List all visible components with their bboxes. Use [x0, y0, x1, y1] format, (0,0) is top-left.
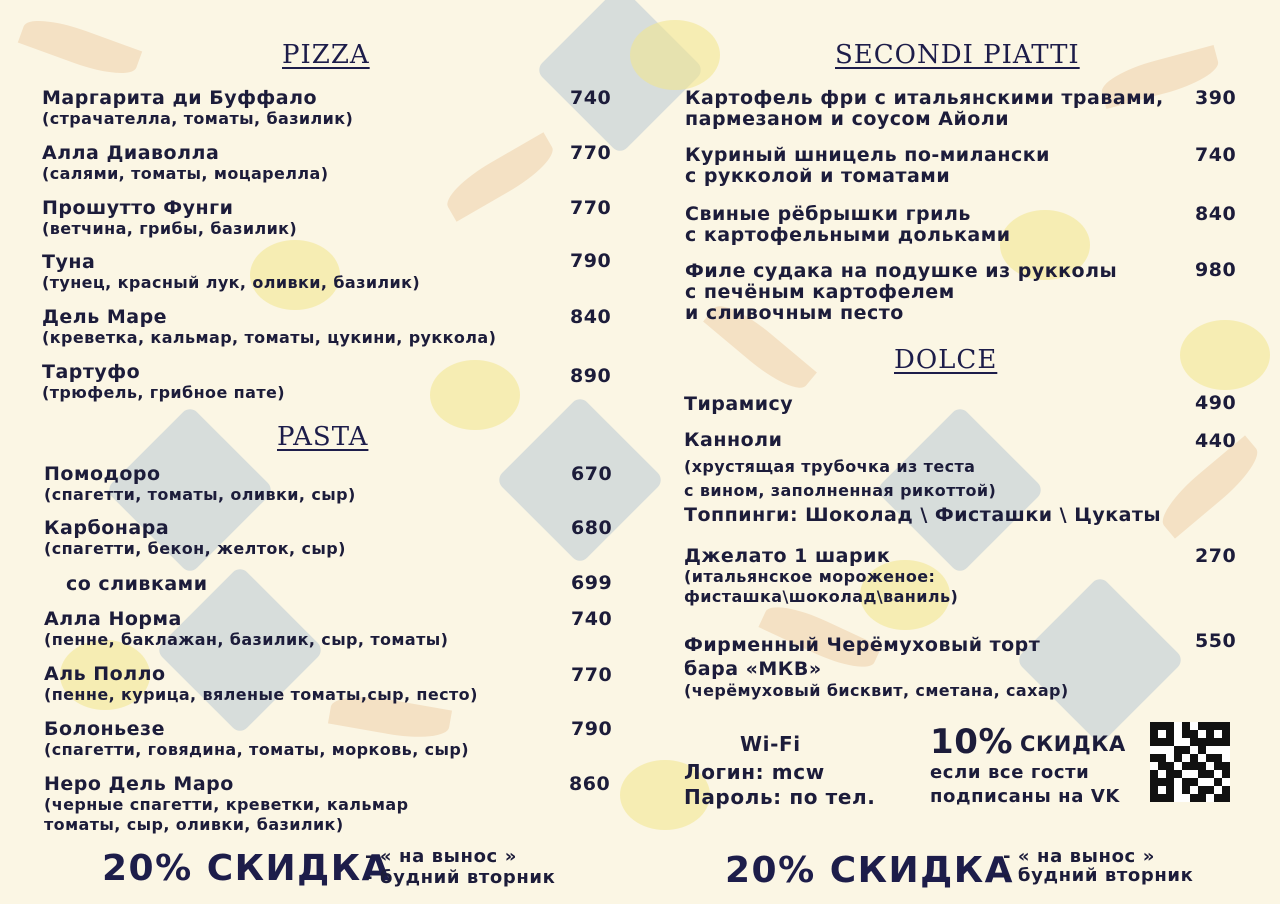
item-name: Карбонара [44, 517, 170, 539]
menu-item [685, 261, 1117, 324]
menu-item [684, 546, 958, 607]
menu-item [685, 88, 1164, 130]
item-desc-line2: фисташка\шоколад\ваниль) [684, 587, 959, 606]
menu-item [44, 609, 448, 650]
item-price: 490 [1195, 392, 1237, 414]
item-desc-line2: томаты, сыр, оливки, базилик) [44, 815, 344, 834]
menu-item [42, 307, 496, 348]
item-desc-line2: с вином, заполненная рикоттой) [684, 481, 997, 500]
item-desc: (тунец, красный лук, оливки, базилик) [42, 273, 421, 292]
menu-item [44, 664, 478, 705]
item-name: Алла Диаволла [42, 142, 220, 164]
item-name: Аль Полло [44, 663, 166, 685]
vk-discount-word: СКИДКА [1020, 732, 1126, 756]
item-name-line2: бара «МКВ» [684, 658, 822, 680]
item-price: 840 [1195, 203, 1237, 225]
item-price: 790 [571, 718, 613, 740]
item-name-line2: пармезаном и соусом Айоли [685, 108, 1010, 130]
item-price: 740 [571, 608, 613, 630]
item-price: 670 [571, 463, 613, 485]
vk-discount-percent: 10% [930, 722, 1014, 762]
secondi-section-title: SECONDI PIATTI [835, 40, 1080, 70]
item-name-line3: и сливочным песто [685, 302, 904, 324]
menu-item [66, 574, 208, 595]
menu-item [44, 774, 408, 835]
item-price: 270 [1195, 545, 1237, 567]
discount-headline: 20% СКИДКА [102, 848, 392, 889]
item-price: 770 [571, 664, 613, 686]
item-name: Канноли [684, 429, 783, 451]
item-name-line2: с печёным картофелем [685, 281, 955, 303]
item-price: 890 [570, 365, 612, 387]
item-desc: (итальянское мороженое: [684, 567, 936, 586]
item-desc: (трюфель, грибное пате) [42, 383, 285, 402]
menu-item [684, 394, 793, 415]
item-name: со сливками [66, 573, 208, 595]
item-price: 740 [1195, 144, 1237, 166]
item-price: 860 [569, 773, 611, 795]
item-price: 980 [1195, 259, 1237, 281]
menu-item [42, 362, 285, 403]
toppings-line: Топпинги: Шоколад \ Фисташки \ Цукаты [684, 504, 1162, 526]
item-price: 740 [570, 87, 612, 109]
dolce-section-title: DOLCE [894, 345, 998, 375]
item-name-line2: с рукколой и томатами [685, 165, 951, 187]
menu-item [44, 464, 356, 505]
item-price: 440 [1195, 430, 1237, 452]
item-name: Алла Норма [44, 608, 182, 630]
item-price: 790 [570, 250, 612, 272]
item-desc: (салями, томаты, моцарелла) [42, 164, 329, 183]
item-name: Картофель фри с итальянскими травами, [685, 87, 1164, 109]
item-price: 699 [571, 572, 613, 594]
item-desc: (черные спагетти, креветки, кальмар [44, 795, 409, 814]
menu-item [684, 633, 1069, 701]
item-name: Тирамису [684, 393, 794, 415]
discount-condition-2: - будний вторник [1003, 865, 1194, 886]
item-name: Помодоро [44, 463, 161, 485]
item-name: Куриный шницель по-милански [685, 144, 1050, 166]
item-name: Тартуфо [42, 361, 141, 383]
item-desc: (спагетти, бекон, желток, сыр) [44, 539, 346, 558]
item-desc: (страчателла, томаты, базилик) [42, 109, 354, 128]
item-desc: (хрустящая трубочка из теста [684, 457, 976, 476]
item-desc: (пенне, баклажан, базилик, сыр, томаты) [44, 630, 449, 649]
item-price: 680 [571, 517, 613, 539]
wifi-login: Логин: mcw [684, 760, 825, 784]
discount-headline: 20% СКИДКА [725, 850, 1015, 891]
item-name: Дель Маре [42, 306, 168, 328]
item-name: Филе судака на подушке из рукколы [685, 260, 1118, 282]
item-name: Фирменный Черёмуховый торт [684, 634, 1041, 656]
menu-item [685, 145, 1050, 187]
item-price: 770 [570, 142, 612, 164]
qr-code-icon[interactable] [1150, 722, 1230, 802]
item-name: Туна [42, 251, 96, 273]
menu-item [44, 719, 469, 760]
menu-item [684, 430, 1161, 526]
item-price: 550 [1195, 630, 1237, 652]
pizza-section-title: PIZZA [282, 40, 370, 70]
vk-condition-2: подписаны на VK [930, 786, 1120, 807]
item-desc: (креветка, кальмар, томаты, цукини, руккола) [42, 328, 497, 347]
menu-item [42, 143, 328, 184]
item-desc: (спагетти, говядина, томаты, морковь, сыр) [44, 740, 469, 759]
wifi-title: Wi-Fi [740, 732, 801, 756]
item-name: Болоньезе [44, 718, 165, 740]
menu-item [42, 252, 420, 293]
pasta-section-title: PASTA [277, 422, 369, 452]
item-name: Неро Дель Маро [44, 773, 234, 795]
item-desc: (ветчина, грибы, базилик) [42, 219, 298, 238]
vk-condition-1: если все гости [930, 762, 1090, 783]
menu-item [44, 518, 346, 559]
item-price: 390 [1195, 87, 1237, 109]
item-name: Маргарита ди Буффало [42, 87, 318, 109]
item-name-line2: с картофельными дольками [685, 224, 1011, 246]
item-price: 770 [570, 197, 612, 219]
discount-condition-2: - будний вторник [365, 867, 556, 888]
menu-item [685, 204, 1011, 246]
discount-condition-1: - « на вынос » [365, 846, 517, 867]
item-name: Джелато 1 шарик [684, 545, 891, 567]
item-name: Свиные рёбрышки гриль [685, 203, 971, 225]
item-price: 840 [570, 306, 612, 328]
menu-item [42, 198, 297, 239]
menu-item [42, 88, 353, 129]
item-desc: (спагетти, томаты, оливки, сыр) [44, 485, 356, 504]
wifi-password: Пароль: по тел. [684, 785, 876, 809]
discount-condition-1: - « на вынос » [1003, 846, 1155, 867]
item-desc: (черёмуховый бисквит, сметана, сахар) [684, 681, 1069, 700]
item-desc: (пенне, курица, вяленые томаты,сыр, песто) [44, 685, 478, 704]
item-name: Прошутто Фунги [42, 197, 234, 219]
